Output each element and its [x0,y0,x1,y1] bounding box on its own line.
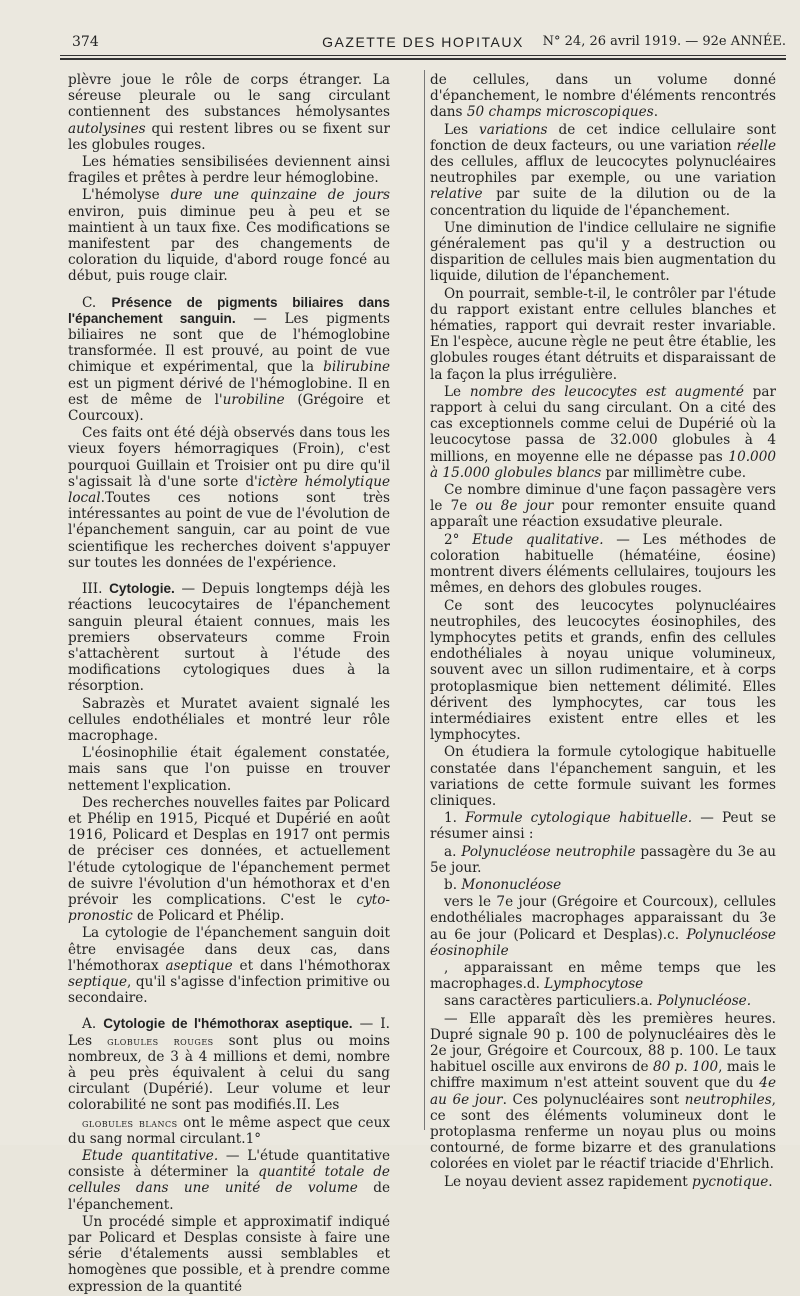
text-run: Ces faits ont été déjà observés dans tous les vieux foyers hémorragiques (Froin), c'est pourquoi Guillain et Troisier ont pu dire qu'il s'agissait là d'une sorte d' [68,425,390,490]
text-run: Les [444,121,480,138]
paragraph [430,286,776,383]
journal-title: GAZETTE DES HOPITAUX [322,34,524,50]
paragraph [430,384,776,481]
text-run: , mais le chiffre maximum n'est atteint souvent que du [430,1059,776,1092]
page-header [60,28,786,54]
text-run: — Peut se résumer ainsi : [430,810,776,843]
paragraph [68,72,390,153]
text-run: ont le même aspect que ceux du sang normal circulant. [68,1114,390,1147]
text-run: , qu'il s'agisse d'infection primitive ou secondaire. [68,973,390,1007]
italic-text: Polynucléose neutrophile [461,843,636,860]
italic-text: ictère hémolytique local [68,473,391,507]
left-column [68,72,390,1296]
right-column [430,72,776,1191]
text-run: Des recherches nouvelles faites par Policard et Phélip en 1915, Picqué et Dupérié en août 1916, Policard et Desplas en 1917 ont permis de préciser ces données, et actuellement l'étude cytologique de l'épanchement permet de suivre l'évolution d'un hémothorax et d'en prévoir les complications. C'est le [68,794,390,908]
text-run: On étudiera la formule cytologique habituelle constatée dans l'épanchement sanguin, et les variations de cette formule suivant les formes cliniques. [430,744,776,809]
header-rule-thick [60,58,786,60]
text-run: par rapport à celui du sang circulant. On a cité des cas exceptionnels comme celui de Dupérié où la leucocytose passa de 32.000 globules à 4 millions, en moyenne elle ne dépasse pas [430,383,776,465]
paragraph [430,993,776,1009]
paragraph [430,1011,776,1173]
text-run: L'hémolyse [82,187,171,204]
text-run: sont plus ou moins nombreux, de 3 à 4 millions et demi, nombre à peu près équivalent à celui du sang circulant (Dupérié). Leur volume et leur colorabilité ne sont pas modifiés. [68,1032,390,1114]
italic-text: nombre des leucocytes est augmenté [469,383,744,400]
text-run: — L'étude quantitative consiste à déterminer la [68,1148,390,1181]
paragraph [68,1214,390,1295]
paragraph [68,425,390,571]
text-run: par millimètre cube. [601,464,747,481]
text-run: Sabrazès et Muratet avaient signalé les cellules endothéliales et montré leur rôle macrophage. [68,695,390,744]
italic-text: aseptique [165,957,233,974]
text-run: plèvre joue le rôle de corps étranger. La séreuse pleurale ou le sang circulant contiennent des substances hémolysantes [68,72,390,121]
section-heading: Présence de pigments biliaires dans l'épanchement sanguin. [68,294,390,326]
text-run: , apparaissant en même temps que les macrophages. [430,959,776,993]
text-run: A. [82,1016,104,1033]
paragraph [430,122,776,219]
italic-text: Mononucléose [461,876,562,893]
paragraph [430,1174,776,1190]
italic-text: urobiline [222,391,285,408]
paragraph [430,220,776,285]
text-run: C. [82,294,112,311]
paragraph [68,925,390,1006]
paragraph [68,1016,390,1113]
text-run: . Ces polynucléaires sont [502,1091,685,1108]
paragraph [430,598,776,744]
text-run: a. [444,843,462,860]
paragraph [68,581,390,694]
paragraph [430,744,776,809]
text-run: sans caractères particuliers. [444,993,641,1010]
text-run: On pourrait, semble-t-il, le contrôler par l'étude du rapport existant entre cellules blanches et hématies, rapport qui devrait rester invariable. En l'espèce, aucune règle ne peut être établie, les globules rouges étant détruits et disparaissant de la façon la plus irrégulière. [430,285,776,383]
text-run: (Grégoire et Courcoux). [68,391,390,425]
text-run: . [768,1173,773,1190]
text-run: Ce nombre diminue d'une façon passagère vers le 7e [430,482,776,515]
text-run: est un pigment dérivé de l'hémoglobine. Il en est de même de l' [68,375,390,408]
paragraph [430,877,776,893]
paragraph [68,1148,390,1213]
text-run: Le noyau devient assez rapidement [444,1173,693,1190]
text-run: qui restent libres ou se fixent sur les globules rouges. [68,120,390,153]
italic-text: neutrophiles [684,1091,772,1108]
paragraph [430,482,776,531]
italic-text: Polynucléose éosinophile [430,926,776,959]
paragraph [430,72,776,121]
text-run: Un procédé simple et approximatif indiqué par Policard et Desplas consiste à faire une série d'étalements aussi semblables et homogènes que possible, et à prendre comme expression de la quantité [68,1213,390,1295]
paragraph [68,1115,390,1147]
italic-text: 50 champs microscopiques [466,104,654,121]
column-divider [424,70,425,1130]
paragraph [430,532,776,597]
text-run: , ce sont des éléments volumineux dont le protoplasma renferme un noyau plus ou moins contourné, de forme bizarre et des granulations colorées en violet par le réactif triacide d'Ehrlich. [430,1091,776,1173]
text-run: 2° [444,531,473,548]
text-run: vers le 7e jour (Grégoire et Courcoux), cellules endothéliales macrophages apparaissant du 3e au 6e jour (Policard et Desplas). [430,894,776,943]
italic-text: Formule cytologique habituelle. [465,810,693,827]
page-number: 374 [72,34,99,50]
italic-text: 4e au 6e jour [430,1075,776,1108]
italic-text: quantité totale de cellules dans une unité de volume [68,1164,390,1197]
italic-text: Etude qualitative. [472,531,604,548]
text-run: d. [526,976,545,993]
text-run: des cellules, afflux de leucocytes polynucléaires neutrophiles par exemple, ou une variation [430,154,776,187]
text-run: 1° [245,1130,262,1147]
italic-text: relative [430,186,483,203]
text-run: Toutes ces notions sont très intéressantes au point de vue de l'évolution de l'épanchement sanguin, car au point de vue scientifique les recherches doivent s'appuyer sur toutes les données de l'expérience. [68,490,390,571]
italic-text: dure une quinzaine de jours [170,187,391,204]
text-run: pour remonter ensuite quand apparaît une réaction exsudative pleurale. [430,498,776,531]
text-run: de cellules, dans un volume donné d'épanchement, le nombre d'éléments rencontrés dans [430,72,776,121]
italic-text: Polynucléose. [657,993,752,1010]
text-run: 1. [444,810,466,827]
text-run: Une diminution de l'indice cellulaire ne signifie généralement pas qu'il y a destruction ou disparition de cellules mais bien augmentation du liquide, dilution de l'épanchement. [430,219,776,285]
text-run: . [100,490,105,507]
paragraph [430,810,776,842]
text-run: — I. Les [68,1016,390,1049]
text-run: b. [444,876,462,893]
italic-text: réelle [736,137,776,154]
text-run: a. [640,993,658,1010]
text-run: Ce sont des leucocytes polynucléaires neutrophiles, des leucocytes éosinophiles, des lymphocytes petits et grands, enfin des cellules endothéliales à noyau unique volumineux, souvent avec un sillon rudimentaire, et à corps protoplasmique bien nettement délimité. Elles dérivent des lymphocytes, car tous les intermédiaires existent entre elles et les lymphocytes. [430,597,776,744]
text-run: de l'épanchement. [68,1180,391,1213]
italic-text: variations [479,121,548,138]
italic-text: pycnotique [692,1173,769,1190]
paragraph [68,295,390,425]
italic-text: Etude quantitative. [82,1148,219,1164]
text-run: par suite de la dilution ou de la concentration du liquide de l'épanchement. [430,186,776,219]
text-run: passagère du 3e au 5e jour. [430,843,777,876]
text-run: Les hématies sensibilisées deviennent ainsi fragiles et prêtes à perdre leur hémoglobine. [68,154,390,187]
italic-text: septique [68,973,128,990]
text-run: Le [444,383,470,400]
text-run: — Les méthodes de coloration habituelle (hématéine, éosine) montrent divers éléments cellulaires, toujours les mêmes, en dehors des globules rouges. [430,531,776,597]
text-run: II. Les [295,1097,340,1114]
section-heading: Cytologie. [109,581,175,597]
text-run: — Elle apparaît dès les premières heures. Dupré signale 90 p. 100 de polynucléaires dès le 2e jour, Grégoire et Courcoux, 88 p. 100. Le taux habituel oscille aux environs de [430,1010,776,1076]
italic-text: ou 8e jour [475,498,554,515]
small-caps-text: globules rouges [107,1033,214,1048]
italic-text: autolysines [68,120,146,137]
text-run: — Les pigments biliaires ne sont que de l'hémoglobine transformée. Il est prouvé, au point de vue chimique et expérimental, que la [68,310,390,376]
paragraph [68,154,390,186]
italic-text: cyto-pronostic [68,891,390,925]
paragraph [430,894,776,959]
text-run: de cet indice cellulaire sont fonction de deux facteurs, ou une variation [430,121,776,154]
paragraph [68,696,390,745]
text-run: La cytologie de l'épanchement sanguin doit être envisagée dans deux cas, dans l'hémothorax [68,925,390,974]
paragraph [68,795,390,925]
issue-date: N° 24, 26 avril 1919. — 92e ANNÉE. [542,34,786,49]
text-run: . [653,104,659,121]
italic-text: 10.000 à 15.000 globules blancs [430,448,776,481]
italic-text: 80 p. 100 [653,1059,719,1076]
text-run: de Policard et Phélip. [132,908,285,925]
italic-text: Lymphocytose [544,976,644,993]
paragraph [68,745,390,794]
paragraph [430,960,776,992]
text-run: et dans l'hémothorax [232,957,391,974]
text-run: c. [667,926,687,943]
paragraph [68,187,390,284]
section-heading: Cytologie de l'hémothorax aseptique. [103,1016,353,1032]
italic-text: bilirubine [323,359,390,376]
paragraph [430,844,776,876]
small-caps-text: globules blancs [82,1115,178,1130]
header-rule [60,55,786,56]
text-run: environ, puis diminue peu à peu et se maintient à un taux fixe. Ces modifications se manifestent par des changements de coloration du liquide, d'abord rouge foncé au début, puis rouge clair. [68,203,390,285]
text-run: — Depuis longtemps déjà les réactions leucocytaires de l'épanchement sanguin pleural étaient connues, mais les premiers observateurs comme Froin s'attachèrent surtout à l'étude des modifications cytologiques dues à la résorption. [68,581,390,695]
text-run: III. [82,581,110,598]
text-run: L'éosinophilie était également constatée, mais sans que l'on puisse en trouver nettement l'explication. [68,745,390,794]
